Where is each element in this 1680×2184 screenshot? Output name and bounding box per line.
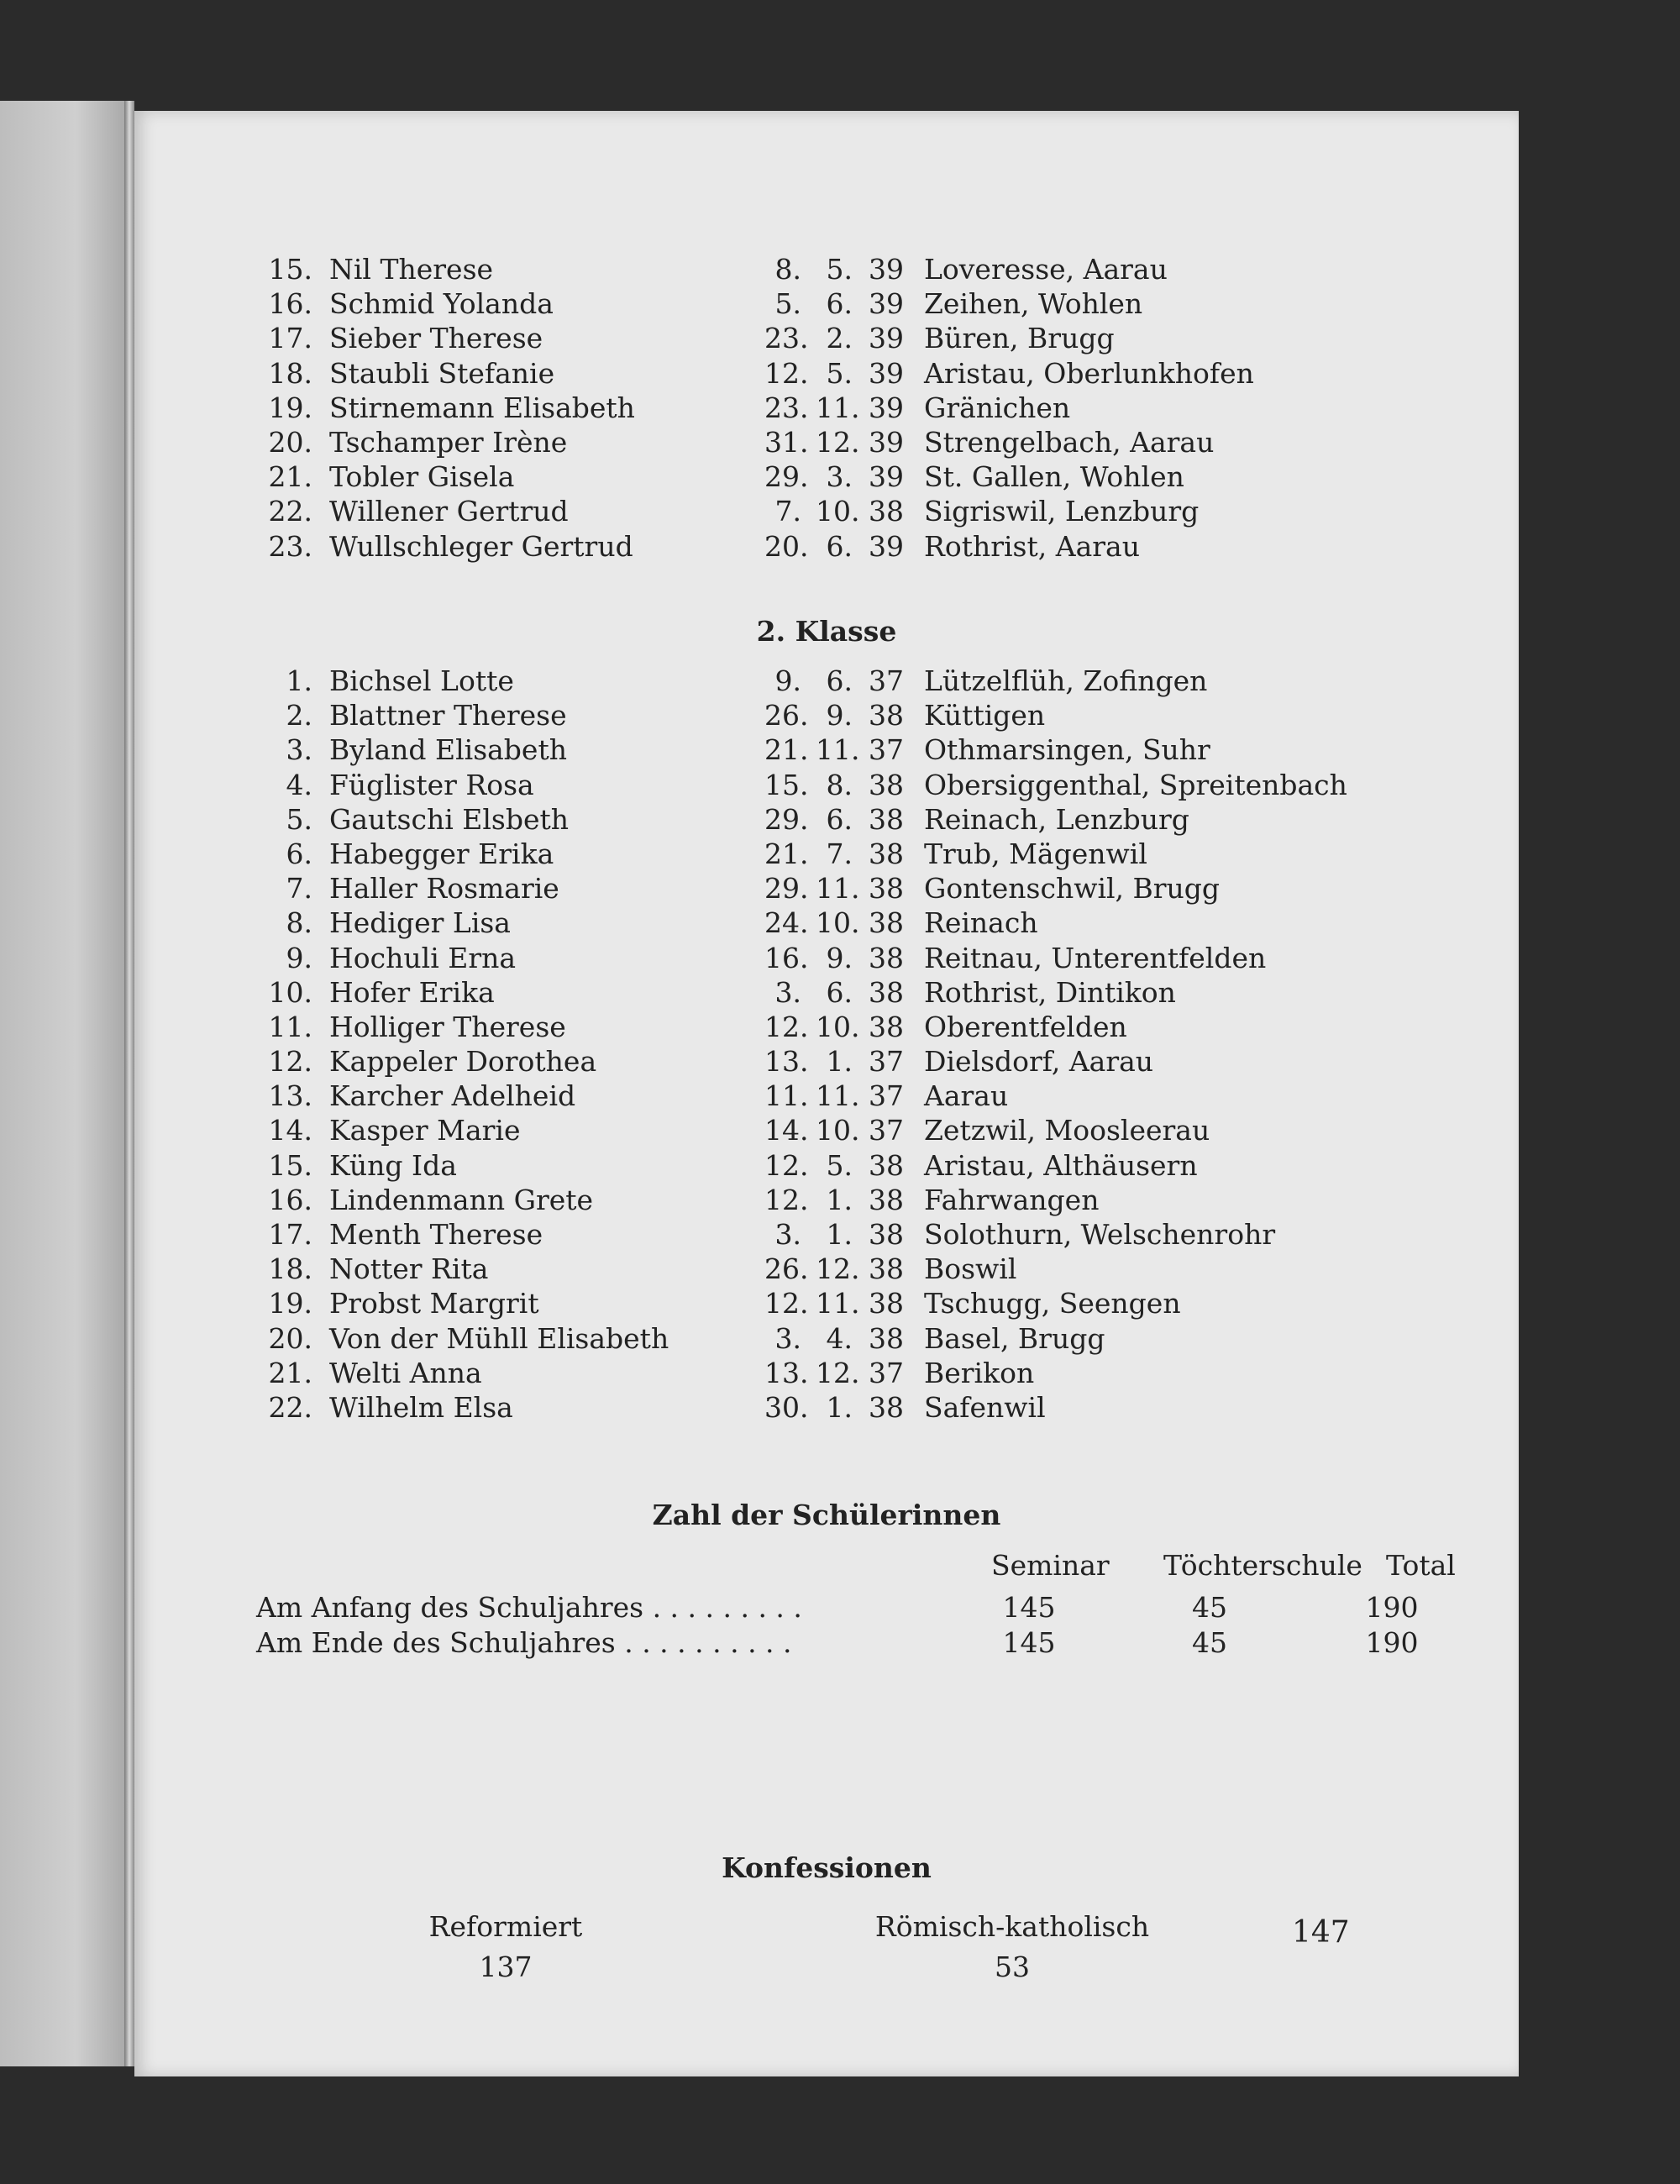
student-name: Wilhelm Elsa bbox=[329, 1390, 513, 1424]
item-number: 18. bbox=[268, 1252, 312, 1286]
home-place: Aristau, Oberlunkhofen bbox=[924, 356, 1254, 390]
birth-month: 9. bbox=[826, 941, 853, 974]
student-name: Hediger Lisa bbox=[329, 906, 511, 940]
home-place: Büren, Brugg bbox=[924, 322, 1115, 355]
student-name: Probst Margrit bbox=[329, 1287, 539, 1320]
item-number: 20. bbox=[268, 425, 312, 459]
home-place: Oberentfelden bbox=[924, 1010, 1127, 1043]
birth-month: 11. bbox=[816, 1079, 860, 1113]
home-place: Trub, Mägenwil bbox=[924, 837, 1147, 870]
birth-year: 37 bbox=[869, 1356, 904, 1389]
home-place: Lützelflüh, Zofingen bbox=[924, 664, 1208, 697]
birth-year: 38 bbox=[869, 1218, 904, 1251]
col-header-total: Total bbox=[1386, 1549, 1456, 1582]
birth-month: 5. bbox=[826, 253, 853, 286]
student-name: Tschamper Irène bbox=[329, 425, 568, 459]
birth-year: 38 bbox=[869, 1010, 904, 1043]
section-heading-klasse: 2. Klasse bbox=[756, 615, 897, 648]
student-name: Blattner Therese bbox=[329, 699, 567, 732]
home-place: Obersiggenthal, Spreitenbach bbox=[924, 768, 1347, 801]
birth-day: 5. bbox=[774, 287, 801, 321]
home-place: Reinach bbox=[924, 906, 1038, 940]
item-number: 3. bbox=[286, 733, 312, 767]
birth-year: 38 bbox=[869, 1148, 904, 1182]
birth-month: 6. bbox=[826, 802, 853, 836]
item-number: 11. bbox=[268, 1010, 312, 1043]
home-place: Küttigen bbox=[924, 699, 1046, 732]
birth-month: 1. bbox=[826, 1045, 853, 1079]
student-name: Sieber Therese bbox=[329, 322, 543, 355]
student-name: Küng Ida bbox=[329, 1148, 457, 1182]
birth-month: 11. bbox=[816, 1287, 860, 1320]
birth-month: 12. bbox=[816, 1356, 860, 1389]
birth-month: 6. bbox=[826, 529, 853, 563]
birth-year: 39 bbox=[869, 287, 904, 321]
col-header-seminar: Seminar bbox=[991, 1549, 1110, 1582]
birth-year: 38 bbox=[869, 1390, 904, 1424]
item-number: 14. bbox=[268, 1114, 312, 1147]
birth-day: 12. bbox=[764, 1287, 809, 1320]
birth-day: 15. bbox=[764, 768, 809, 801]
birth-day: 16. bbox=[764, 941, 809, 974]
item-number: 2. bbox=[286, 699, 312, 732]
birth-year: 38 bbox=[869, 1321, 904, 1355]
item-number: 20. bbox=[268, 1321, 312, 1355]
birth-month: 10. bbox=[816, 495, 860, 528]
birth-day: 23. bbox=[764, 391, 809, 424]
birth-day: 12. bbox=[764, 356, 809, 390]
home-place: Aristau, Althäusern bbox=[924, 1148, 1198, 1182]
birth-day: 23. bbox=[764, 322, 809, 355]
birth-month: 11. bbox=[816, 872, 860, 906]
birth-day: 9. bbox=[774, 664, 801, 697]
birth-day: 3. bbox=[774, 1321, 801, 1355]
student-name: Haller Rosmarie bbox=[329, 872, 559, 906]
birth-day: 12. bbox=[764, 1010, 809, 1043]
item-number: 17. bbox=[268, 322, 312, 355]
student-name: Willener Gertrud bbox=[329, 495, 569, 528]
item-number: 12. bbox=[268, 1045, 312, 1079]
home-place: Zetzwil, Moosleerau bbox=[924, 1114, 1210, 1147]
birth-year: 38 bbox=[869, 941, 904, 974]
item-number: 21. bbox=[268, 1356, 312, 1389]
student-name: Habegger Erika bbox=[329, 837, 554, 870]
value-seminar: 145 bbox=[1002, 1591, 1056, 1624]
birth-year: 37 bbox=[869, 664, 904, 697]
student-name: Staubli Stefanie bbox=[329, 356, 555, 390]
page-number: 147 bbox=[1292, 1915, 1350, 1950]
document-page bbox=[134, 111, 1519, 2076]
item-number: 18. bbox=[268, 356, 312, 390]
value-total: 190 bbox=[1365, 1591, 1419, 1624]
home-place: Reitnau, Unterentfelden bbox=[924, 941, 1267, 974]
home-place: Rothrist, Aarau bbox=[924, 529, 1140, 563]
left-page-edge bbox=[0, 101, 126, 2066]
birth-year: 37 bbox=[869, 1079, 904, 1113]
birth-month: 12. bbox=[816, 425, 860, 459]
home-place: Gontenschwil, Brugg bbox=[924, 872, 1221, 906]
row-label: Am Ende des Schuljahres . . . . . . . . . . bbox=[256, 1626, 792, 1659]
home-place: Rothrist, Dintikon bbox=[924, 975, 1176, 1009]
birth-month: 12. bbox=[816, 1252, 860, 1286]
birth-year: 39 bbox=[869, 391, 904, 424]
home-place: Berikon bbox=[924, 1356, 1035, 1389]
section-heading-zahl: Zahl der Schülerinnen bbox=[652, 1499, 1001, 1531]
student-name: Menth Therese bbox=[329, 1218, 543, 1251]
confession-katholisch-label: Römisch-katholisch bbox=[874, 1910, 1150, 1943]
item-number: 22. bbox=[268, 1390, 312, 1424]
home-place: Loveresse, Aarau bbox=[924, 253, 1168, 286]
birth-year: 38 bbox=[869, 699, 904, 732]
home-place: Othmarsingen, Suhr bbox=[924, 733, 1210, 767]
student-name: Welti Anna bbox=[329, 1356, 482, 1389]
item-number: 8. bbox=[286, 906, 312, 940]
student-name: Karcher Adelheid bbox=[329, 1079, 576, 1113]
home-place: Strengelbach, Aarau bbox=[924, 425, 1215, 459]
student-name: Nil Therese bbox=[329, 253, 494, 286]
birth-month: 2. bbox=[826, 322, 853, 355]
student-name: Gautschi Elsbeth bbox=[329, 802, 570, 836]
home-place: Basel, Brugg bbox=[924, 1321, 1105, 1355]
birth-year: 39 bbox=[869, 253, 904, 286]
birth-day: 13. bbox=[764, 1356, 809, 1389]
table-row bbox=[256, 1591, 1474, 1626]
student-name: Von der Mühll Elisabeth bbox=[329, 1321, 669, 1355]
birth-month: 10. bbox=[816, 1114, 860, 1147]
item-number: 16. bbox=[268, 1183, 312, 1216]
student-name: Hofer Erika bbox=[329, 975, 495, 1009]
item-number: 16. bbox=[268, 287, 312, 321]
birth-year: 37 bbox=[869, 1045, 904, 1079]
birth-year: 37 bbox=[869, 1114, 904, 1147]
birth-month: 8. bbox=[826, 768, 853, 801]
item-number: 9. bbox=[286, 941, 312, 974]
item-number: 15. bbox=[268, 253, 312, 286]
home-place: Gränichen bbox=[924, 391, 1071, 424]
value-seminar: 145 bbox=[1002, 1626, 1056, 1659]
home-place: Solothurn, Welschenrohr bbox=[924, 1218, 1276, 1251]
birth-day: 29. bbox=[764, 872, 809, 906]
birth-year: 39 bbox=[869, 529, 904, 563]
student-name: Byland Elisabeth bbox=[329, 733, 567, 767]
item-number: 23. bbox=[268, 529, 312, 563]
birth-day: 30. bbox=[764, 1390, 809, 1424]
birth-year: 38 bbox=[869, 802, 904, 836]
home-place: Boswil bbox=[924, 1252, 1017, 1286]
item-number: 6. bbox=[286, 837, 312, 870]
item-number: 4. bbox=[286, 768, 312, 801]
home-place: Dielsdorf, Aarau bbox=[924, 1045, 1154, 1079]
item-number: 13. bbox=[268, 1079, 312, 1113]
item-number: 5. bbox=[286, 802, 312, 836]
birth-month: 1. bbox=[826, 1390, 853, 1424]
birth-day: 21. bbox=[764, 837, 809, 870]
student-name: Wullschleger Gertrud bbox=[329, 529, 633, 563]
confession-reformiert-value: 137 bbox=[479, 1950, 533, 1983]
birth-month: 7. bbox=[826, 837, 853, 870]
table-row bbox=[256, 1626, 1474, 1662]
birth-day: 8. bbox=[774, 253, 801, 286]
student-name: Lindenmann Grete bbox=[329, 1183, 594, 1216]
birth-month: 11. bbox=[816, 391, 860, 424]
home-place: Reinach, Lenzburg bbox=[924, 802, 1189, 836]
birth-month: 4. bbox=[826, 1321, 853, 1355]
birth-year: 38 bbox=[869, 1287, 904, 1320]
birth-year: 38 bbox=[869, 872, 904, 906]
birth-month: 6. bbox=[826, 975, 853, 1009]
birth-year: 38 bbox=[869, 768, 904, 801]
student-name: Holliger Therese bbox=[329, 1010, 566, 1043]
item-number: 22. bbox=[268, 495, 312, 528]
col-header-toechterschule: Töchterschule bbox=[1163, 1549, 1362, 1582]
birth-year: 39 bbox=[869, 425, 904, 459]
confession-katholisch-value: 53 bbox=[995, 1950, 1030, 1983]
item-number: 21. bbox=[268, 460, 312, 494]
confession-reformiert-label: Reformiert bbox=[428, 1910, 583, 1943]
birth-day: 26. bbox=[764, 1252, 809, 1286]
birth-day: 31. bbox=[764, 425, 809, 459]
value-total: 190 bbox=[1365, 1626, 1419, 1659]
birth-month: 9. bbox=[826, 699, 853, 732]
birth-year: 38 bbox=[869, 837, 904, 870]
home-place: Sigriswil, Lenzburg bbox=[924, 495, 1200, 528]
home-place: Fahrwangen bbox=[924, 1183, 1100, 1216]
birth-day: 3. bbox=[774, 975, 801, 1009]
birth-year: 39 bbox=[869, 322, 904, 355]
item-number: 7. bbox=[286, 872, 312, 906]
birth-month: 10. bbox=[816, 906, 860, 940]
student-name: Tobler Gisela bbox=[329, 460, 515, 494]
home-place: Tschugg, Seengen bbox=[924, 1287, 1181, 1320]
birth-year: 37 bbox=[869, 733, 904, 767]
birth-day: 29. bbox=[764, 802, 809, 836]
birth-day: 24. bbox=[764, 906, 809, 940]
birth-day: 11. bbox=[764, 1079, 809, 1113]
book-spine bbox=[124, 101, 134, 2066]
birth-year: 38 bbox=[869, 495, 904, 528]
birth-day: 12. bbox=[764, 1148, 809, 1182]
birth-month: 1. bbox=[826, 1218, 853, 1251]
student-name: Kasper Marie bbox=[329, 1114, 521, 1147]
student-name: Füglister Rosa bbox=[329, 768, 534, 801]
value-toechterschule: 45 bbox=[1192, 1591, 1227, 1624]
student-name: Hochuli Erna bbox=[329, 941, 517, 974]
birth-month: 11. bbox=[816, 733, 860, 767]
birth-day: 26. bbox=[764, 699, 809, 732]
item-number: 10. bbox=[268, 975, 312, 1009]
item-number: 19. bbox=[268, 391, 312, 424]
item-number: 1. bbox=[286, 664, 312, 697]
birth-day: 21. bbox=[764, 733, 809, 767]
student-name: Kappeler Dorothea bbox=[329, 1045, 597, 1079]
birth-day: 7. bbox=[774, 495, 801, 528]
birth-month: 1. bbox=[826, 1183, 853, 1216]
birth-month: 6. bbox=[826, 287, 853, 321]
birth-year: 38 bbox=[869, 975, 904, 1009]
home-place: Aarau bbox=[924, 1079, 1009, 1113]
student-name: Stirnemann Elisabeth bbox=[329, 391, 635, 424]
home-place: St. Gallen, Wohlen bbox=[924, 460, 1184, 494]
birth-month: 3. bbox=[826, 460, 853, 494]
birth-month: 6. bbox=[826, 664, 853, 697]
birth-month: 10. bbox=[816, 1010, 860, 1043]
birth-day: 3. bbox=[774, 1218, 801, 1251]
home-place: Zeihen, Wohlen bbox=[924, 287, 1143, 321]
section-heading-konfessionen: Konfessionen bbox=[722, 1851, 932, 1884]
birth-day: 12. bbox=[764, 1183, 809, 1216]
birth-day: 20. bbox=[764, 529, 809, 563]
value-toechterschule: 45 bbox=[1192, 1626, 1227, 1659]
item-number: 17. bbox=[268, 1218, 312, 1251]
birth-year: 39 bbox=[869, 356, 904, 390]
birth-year: 39 bbox=[869, 460, 904, 494]
birth-day: 14. bbox=[764, 1114, 809, 1147]
student-name: Bichsel Lotte bbox=[329, 664, 514, 697]
student-name: Schmid Yolanda bbox=[329, 287, 554, 321]
birth-year: 38 bbox=[869, 1252, 904, 1286]
birth-year: 38 bbox=[869, 906, 904, 940]
birth-year: 38 bbox=[869, 1183, 904, 1216]
item-number: 15. bbox=[268, 1148, 312, 1182]
home-place: Safenwil bbox=[924, 1390, 1046, 1424]
item-number: 19. bbox=[268, 1287, 312, 1320]
birth-month: 5. bbox=[826, 1148, 853, 1182]
birth-month: 5. bbox=[826, 356, 853, 390]
student-name: Notter Rita bbox=[329, 1252, 489, 1286]
row-label: Am Anfang des Schuljahres . . . . . . . . . bbox=[256, 1591, 802, 1624]
birth-day: 13. bbox=[764, 1045, 809, 1079]
birth-day: 29. bbox=[764, 460, 809, 494]
